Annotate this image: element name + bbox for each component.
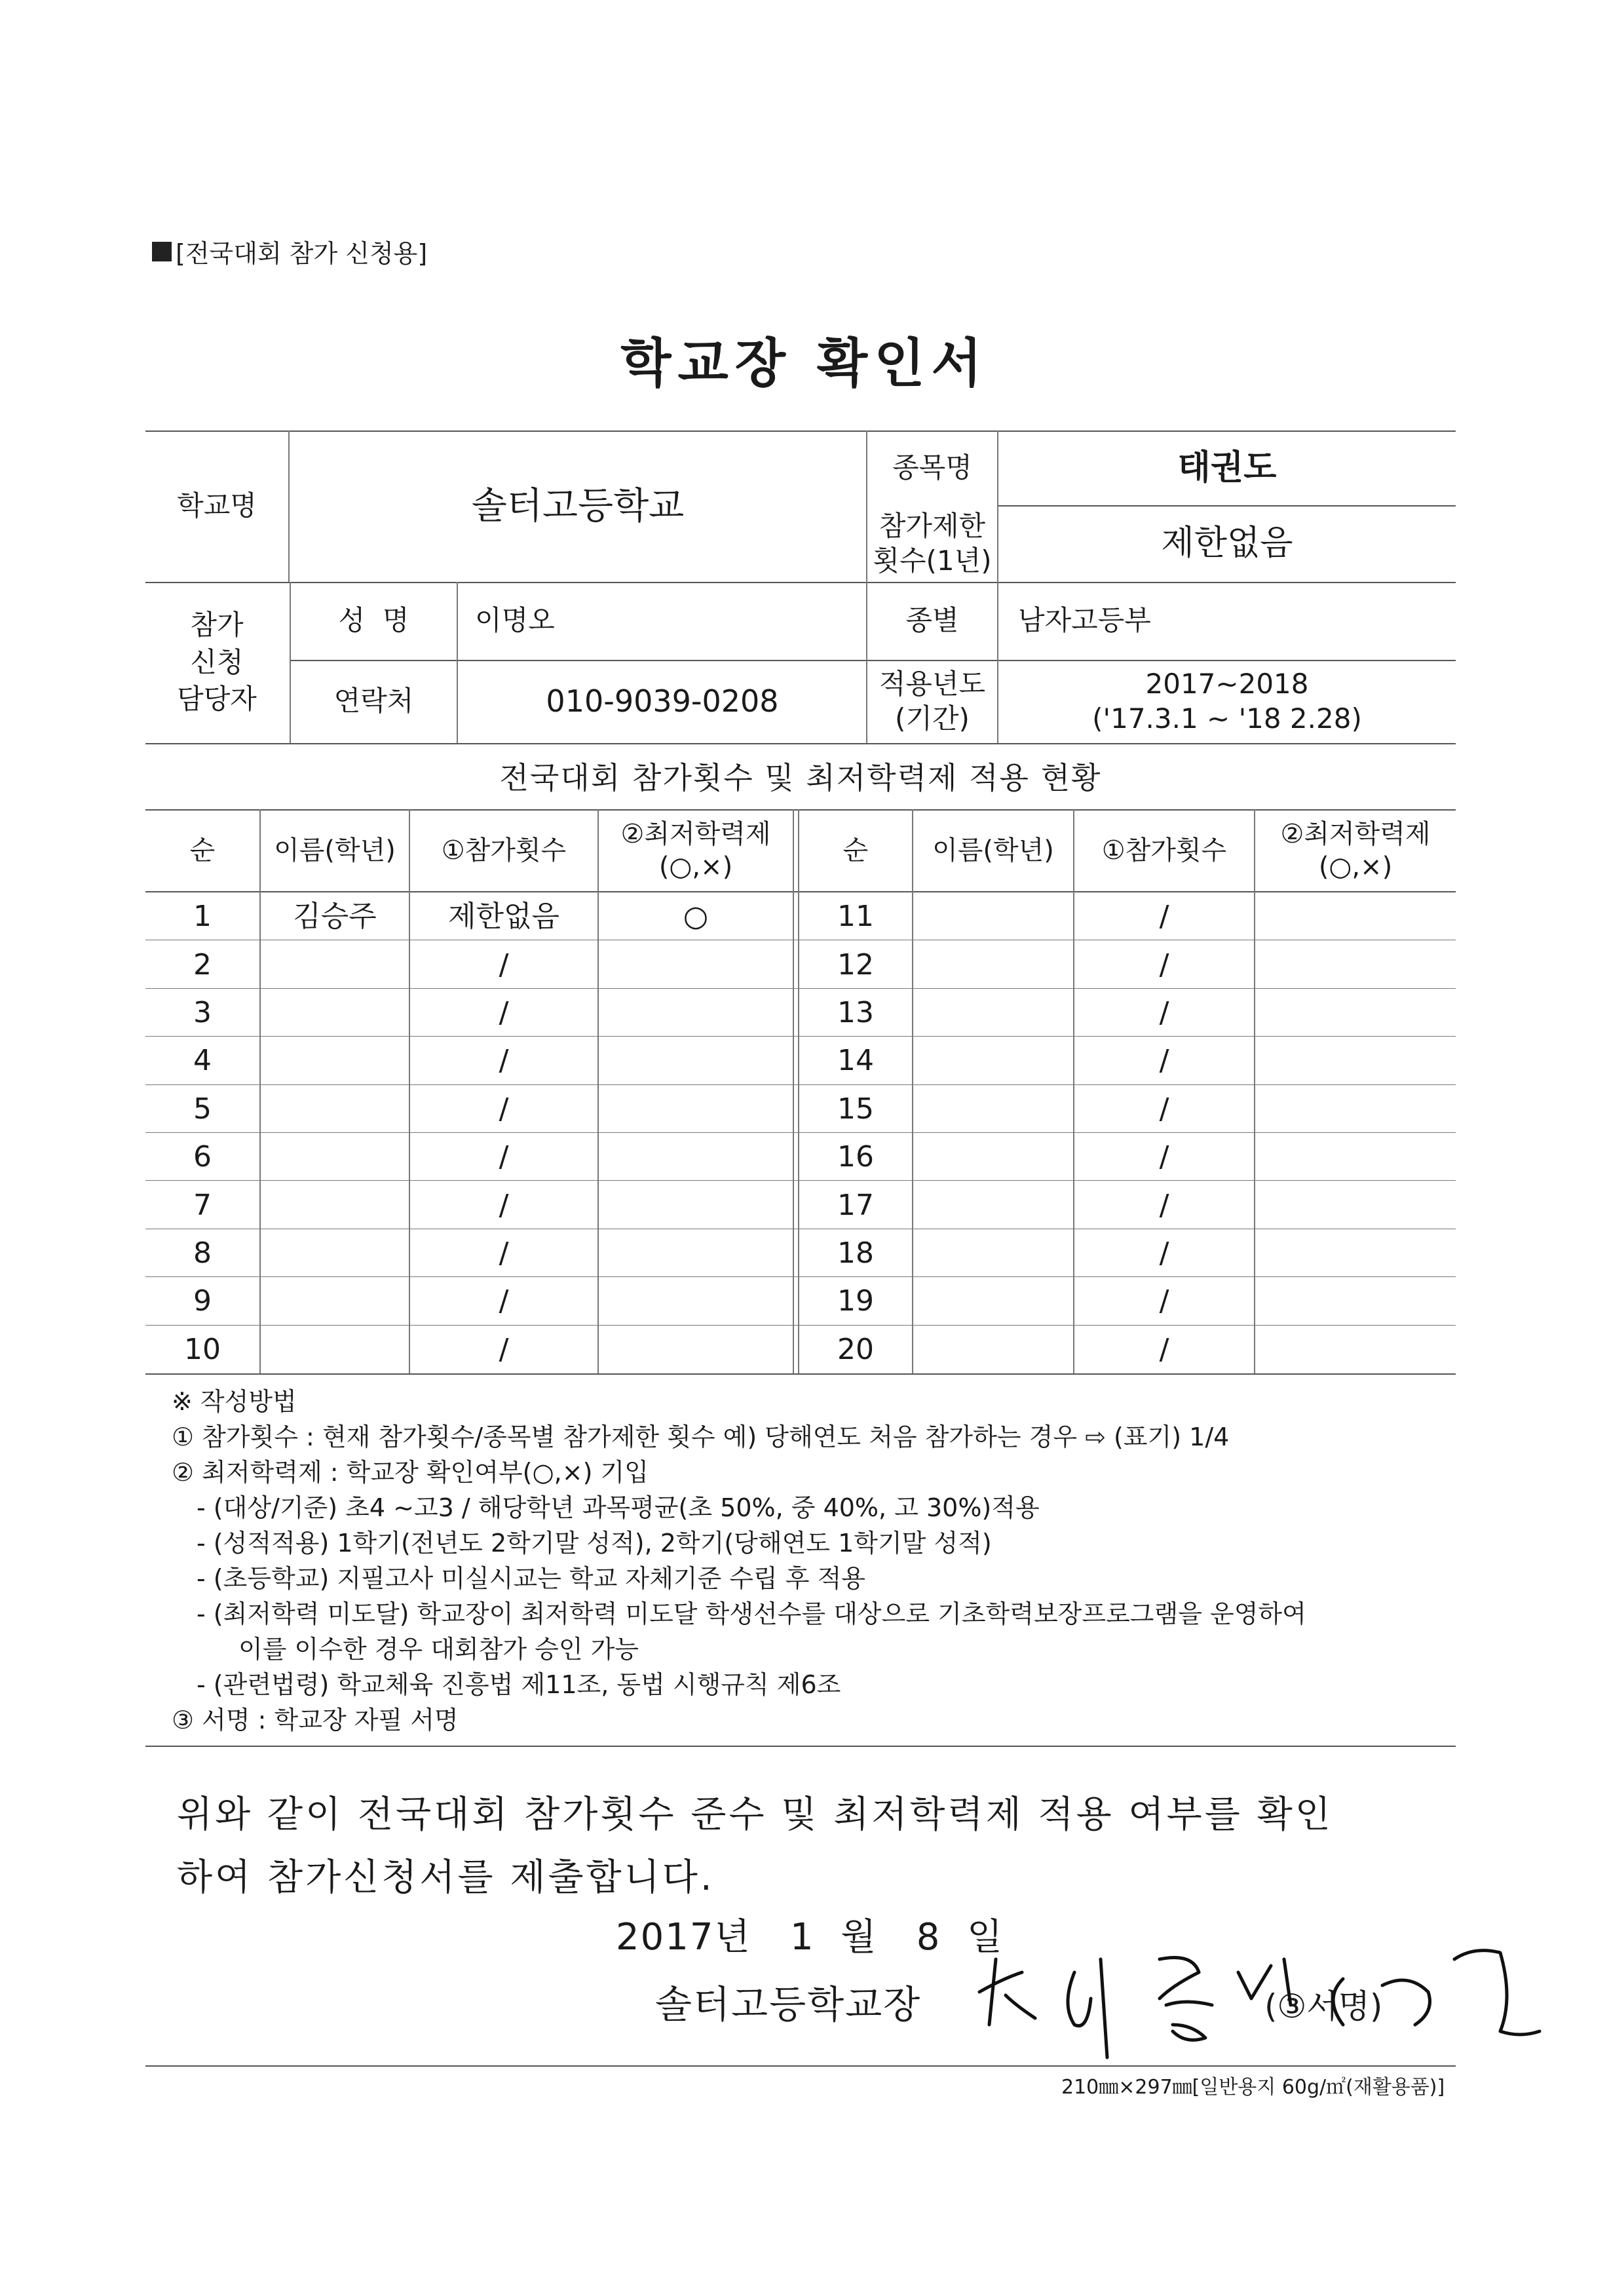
col-header-count: ①참가횟수 [441,835,567,866]
table-row-right-8-academic [1255,1229,1456,1277]
instruction-target-criteria: - (대상/기준) 초4 ~고3 / 해당학년 과목평균(초 50%, 중 40%, 고 30%)적용 [197,1493,1040,1522]
col-header-academic [599,809,793,891]
table-row-right-6-count: / [1159,1140,1169,1174]
table-row-right-9-no: 19 [837,1284,874,1318]
table-row-right-5-academic [1255,1085,1456,1133]
paper-spec-footer: 210㎜×297㎜[일반용지 60g/㎡(재활용품)] [1061,2076,1445,2099]
table-row-left-10-name [261,1326,409,1373]
table-row-left-4-name [261,1037,409,1084]
table-row-right-3-name [913,989,1073,1037]
table-row-left-1-name: 김승주 [293,900,377,934]
table-row-left-5-no: 5 [193,1092,212,1126]
table-row-right-1-academic [1255,892,1456,940]
table-row-right-4-count: / [1159,1044,1169,1078]
status-table-title: 전국대회 참가횟수 및 최저학력제 적용 현황 [499,759,1102,795]
signature-label: (③서명) [1264,1987,1383,2025]
col-header-academic-right [1255,809,1456,891]
table-row-right-9-count: / [1159,1284,1169,1318]
category-label: 종별 [905,604,959,637]
table-row-right-2-count: / [1159,947,1169,982]
table-row-right-6-no: 16 [837,1140,874,1174]
table-row-right-5-count: / [1159,1092,1169,1126]
table-row-left-9-academic [599,1277,793,1325]
period-label [867,660,997,743]
instruction-signature: ③ 서명 : 학교장 자필 서명 [172,1706,459,1734]
table-row-right-10-count: / [1159,1332,1169,1366]
instruction-below-minimum: - (최저학력 미도달) 학교장이 최저학력 미도달 학생선수를 대상으로 기초학력보장프로그램을 운영하여 [197,1599,1306,1628]
instruction-related-law: - (관련법령) 학교체육 진흥법 제11조, 동법 시행규칙 제6조 [197,1670,841,1699]
period-label-line2: (기간) [895,702,970,735]
table-row-right-3-academic [1255,989,1456,1037]
table-row-left-2-count: / [499,947,509,982]
table-row-left-2-no: 2 [193,947,212,982]
table-row-left-5-name [261,1085,409,1133]
school-name-label: 학교명 [177,489,257,522]
sport-label: 종목명 [892,451,972,484]
instruction-academic-minimum: ② 최저학력제 : 학교장 확인여부(○,×) 기입 [172,1458,649,1487]
table-row-left-2-name [261,940,409,988]
table-row-right-9-academic [1255,1277,1456,1325]
col-header-academic-line1: ②최저학력제 [620,818,771,849]
handwritten-signature [976,1933,1579,2064]
document-tag [152,233,427,269]
table-row-right-2-academic [1255,940,1456,988]
table-row-right-9-name [913,1277,1073,1325]
col-header-no: 순 [189,835,216,866]
table-row-left-8-count: / [499,1236,509,1270]
table-row-left-5-count: / [499,1092,509,1126]
contact-phone-label: 연락처 [333,685,414,718]
category-value: 남자고등부 [1018,604,1151,637]
submission-date: 2017년 1 월 8 일 [616,1916,1004,1959]
table-row-left-4-no: 4 [193,1044,212,1078]
contact-name-label: 성 명 [338,604,409,637]
instructions-heading: ※ 작성방법 [172,1387,297,1416]
table-row-right-6-academic [1255,1133,1456,1181]
page-title: 학교장 확인서 [620,333,989,394]
table-row-left-10-academic [599,1326,793,1373]
table-row-left-9-name [261,1277,409,1325]
table-row-left-5-academic [599,1085,793,1133]
participation-limit-label-line1: 참가제한 [879,510,986,542]
col-header-name-right: 이름(학년) [932,835,1054,866]
col-header-count-right: ①참가횟수 [1101,835,1227,866]
table-row-right-10-no: 20 [837,1332,874,1366]
table-row-right-2-name [913,940,1073,988]
participation-limit-value: 제한없음 [1161,524,1293,563]
table-row-left-6-academic [599,1133,793,1181]
applicant-label [145,582,288,743]
instruction-below-minimum-cont: 이를 이수한 경우 대회참가 승인 가능 [238,1635,639,1664]
table-row-right-2-no: 12 [837,947,874,982]
table-row-right-8-no: 18 [837,1236,874,1270]
col-header-academic-right-line2: (○,×) [1318,851,1393,882]
period-label-line1: 적용년도 [879,668,986,700]
period-value [998,660,1456,743]
school-principal: 솔터고등학교장 [655,1982,922,2027]
table-row-right-6-name [913,1133,1073,1181]
instruction-elementary: - (초등학교) 지필고사 미실시교는 학교 자체기준 수립 후 적용 [197,1564,865,1593]
table-row-left-3-no: 3 [193,995,212,1029]
table-row-right-10-academic [1255,1326,1456,1373]
table-row-right-4-no: 14 [837,1044,874,1078]
document-tag-text: [전국대회 참가 신청용] [176,239,428,268]
table-row-left-7-count: / [499,1188,509,1222]
applicant-label-line1: 참가 [190,608,244,641]
writing-instructions [172,1384,1306,1738]
table-row-left-7-academic [599,1181,793,1229]
table-row-right-5-no: 15 [837,1092,874,1126]
table-row-left-6-name [261,1133,409,1181]
table-row-right-1-no: 11 [837,900,874,934]
contact-phone-value: 010-9039-0208 [546,683,779,719]
table-row-right-7-count: / [1159,1188,1169,1222]
table-row-right-3-no: 13 [837,995,874,1029]
table-row-left-2-academic [599,940,793,988]
participation-limit-label-line2: 횟수(1년) [873,544,992,577]
col-header-name: 이름(학년) [274,835,396,866]
col-header-academic-line2: (○,×) [658,851,733,882]
contact-name-value: 이명오 [475,604,555,637]
table-row-right-1-name [913,892,1073,940]
table-row-left-4-count: / [499,1044,509,1078]
table-row-left-3-academic [599,989,793,1037]
table-row-left-6-no: 6 [193,1140,212,1174]
table-row-left-8-no: 8 [193,1236,212,1270]
table-row-left-8-name [261,1229,409,1277]
applicant-label-line2: 신청 [190,645,244,678]
table-row-right-10-name [913,1326,1073,1373]
period-value-line1: 2017~2018 [1145,668,1309,700]
table-row-right-7-no: 17 [837,1188,874,1222]
table-row-right-5-name [913,1085,1073,1133]
school-name-value: 솔터고등학교 [471,484,685,527]
confirmation-statement [177,1784,1333,1909]
table-row-left-6-count: / [499,1140,509,1174]
instruction-participation-count: ① 참가횟수 : 현재 참가횟수/종목별 참가제한 횟수 예) 당해연도 처음 참가하는 경우 ⇨ (표기) 1/4 [172,1423,1230,1451]
table-row-right-7-name [913,1181,1073,1229]
table-row-right-4-academic [1255,1037,1456,1084]
participation-limit-label [867,505,997,582]
instruction-grade-application: - (성적적용) 1학기(전년도 2학기말 성적), 2학기(당해연도 1학기말 성적) [197,1529,992,1558]
table-row-left-3-name [261,989,409,1037]
col-header-academic-right-line1: ②최저학력제 [1280,818,1431,849]
col-header-no-right: 순 [842,835,869,866]
table-row-left-9-no: 9 [193,1284,212,1318]
table-row-right-8-count: / [1159,1236,1169,1270]
table-row-left-9-count: / [499,1284,509,1318]
table-row-left-1-no: 1 [193,900,212,934]
table-row-left-7-no: 7 [193,1188,212,1222]
sport-value: 태권도 [1177,448,1277,488]
table-row-left-4-academic [599,1037,793,1084]
table-row-left-1-count: 제한없음 [447,900,559,934]
black-square-icon [152,242,172,261]
table-row-right-4-name [913,1037,1073,1084]
confirmation-line1: 위와 같이 전국대회 참가횟수 준수 및 최저학력제 적용 여부를 확인 [177,1793,1333,1836]
table-row-right-3-count: / [1159,995,1169,1029]
table-row-left-3-count: / [499,995,509,1029]
table-row-right-7-academic [1255,1181,1456,1229]
confirmation-line2: 하여 참가신청서를 제출합니다. [177,1856,715,1899]
table-row-left-10-count: / [499,1332,509,1366]
table-row-right-1-count: / [1159,900,1169,934]
table-row-left-8-academic [599,1229,793,1277]
period-value-line2: ('17.3.1 ~ '18 2.28) [1092,702,1362,735]
table-row-left-10-no: 10 [184,1332,221,1366]
table-row-left-1-academic: ○ [683,900,709,934]
applicant-label-line3: 담당자 [177,683,257,716]
table-row-left-7-name [261,1181,409,1229]
table-row-right-8-name [913,1229,1073,1277]
